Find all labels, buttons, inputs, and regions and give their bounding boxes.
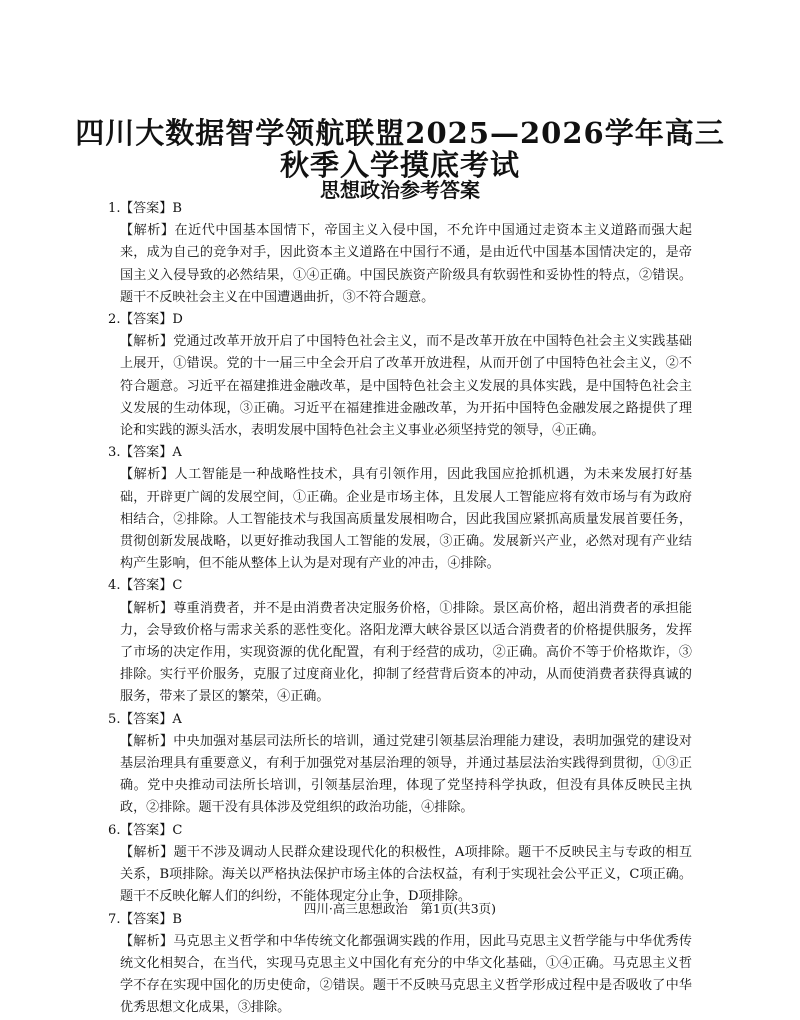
answer-line [108, 820, 692, 842]
question-6 [108, 820, 692, 909]
analysis-text: 【解析】题干不涉及调动人民群众建设现代化的积极性，A项排除。题干不反映民主与专政的相互关系，B项排除。海关以严格执法保护市场主体的合法权益，有利于实现社会公平正义，C项正确。题干不反映化解人们的纠纷，不能体现定分止争，D项排除。 [120, 844, 692, 905]
question-4 [108, 575, 692, 708]
analysis-text: 【解析】党通过改革开放开启了中国特色社会主义，而不是改革开放在中国特色社会主义实践基础上展开，①错误。党的十一届三中全会开启了改革开放进程，从而开创了中国特色社会主义，②不符合题意。习近平在福建推进金融改革，是中国特色社会主义发展的具体实践，是中国特色社会主义发展的生动体现，③正确。习近平在福建推进金融改革，为开拓中国特色金融发展之路提供了理论和实践的源头活水，表明发展中国特色社会主义事业必须坚持党的领导，④正确。 [120, 334, 692, 439]
page-footer: 四川·高三思想政治 第1页(共3页) [303, 901, 497, 916]
question-number: 6. [108, 822, 121, 838]
question-1 [108, 198, 692, 309]
answer-line [108, 198, 692, 220]
answer-line [108, 709, 692, 731]
question-2 [108, 309, 692, 442]
question-number: 4. [108, 578, 121, 594]
exam-title-line1: 四川大数据智学领航联盟2025—2026学年高三 [75, 116, 725, 150]
analysis-text: 【解析】人工智能是一种战略性技术，具有引领作用，因此我国应抢抓机遇，为未来发展打好基础，开辟更广阔的发展空间，①正确。企业是市场主体，且发展人工智能应将有效市场与有为政府相结合，②排除。人工智能技术与我国高质量发展相吻合，因此我国应紧抓高质量发展首要任务，贯彻创新发展战略，以更好推动我国人工智能的发展，③正确。发展新兴产业，必然对现有产业结构产生影响，但不能从整体上认为是对现有产业的冲击，④排除。 [120, 467, 692, 572]
answer-list [108, 198, 692, 1020]
answer-text: 【答案】A [120, 445, 182, 461]
analysis-text: 【解析】尊重消费者，并不是由消费者决定服务价格，①排除。景区高价格，超出消费者的承担能力，会导致价格与需求关系的恶性变化。洛阳龙潭大峡谷景区以适合消费者的价格提供服务，发挥了市场的决定作用，实现资源的优化配置，有利于经营的成功，②正确。高价不等于价格欺诈，③排除。实行平价服务，克服了过度商业化，抑制了经营背后资本的冲动，从而使消费者获得真诚的服务，带来了景区的繁荣，④正确。 [120, 600, 692, 705]
question-3 [108, 442, 692, 575]
question-5 [108, 709, 692, 820]
question-number: 7. [108, 911, 121, 927]
answer-text: 【答案】D [120, 312, 183, 328]
question-number: 5. [108, 711, 121, 727]
document-subtitle: 思想政治参考答案 [320, 178, 480, 202]
question-number: 3. [108, 445, 121, 461]
answer-line [108, 309, 692, 331]
answer-text: 【答案】C [120, 578, 183, 594]
answer-text: 【答案】B [120, 911, 182, 927]
answer-text: 【答案】B [120, 201, 182, 216]
analysis-text: 【解析】马克思主义哲学和中华传统文化都强调实践的作用，因此马克思主义哲学能与中华优秀传统文化相契合，在当代，实现马克思主义中国化有充分的中华文化基础，①④正确。马克思主义哲学不存在实现中国化的历史使命，②错误。题干不反映马克思主义哲学形成过程中是否吸收了中华优秀思想文化成果，③排除。 [120, 933, 692, 1016]
answer-line [108, 575, 692, 597]
answer-text: 【答案】C [120, 822, 183, 838]
answer-text: 【答案】A [120, 711, 182, 727]
answer-line [108, 442, 692, 464]
question-number: 2. [108, 312, 121, 328]
question-7 [108, 909, 692, 1020]
question-number: 1. [108, 201, 121, 216]
exam-title-line2: 秋季入学摸底考试 [279, 148, 520, 182]
analysis-text: 【解析】在近代中国基本国情下，帝国主义入侵中国，不允许中国通过走资本主义道路而强大起来，成为自己的竞争对手，因此资本主义道路在中国行不通，是由近代中国基本国情决定的，是帝国主义入侵导致的必然结果，①④正确。中国民族资产阶级具有软弱性和妥协性的特点，②错误。题干不反映社会主义在中国遭遇曲折，③不符合题意。 [120, 223, 692, 305]
analysis-text: 【解析】中央加强对基层司法所长的培训，通过党建引领基层治理能力建设，表明加强党的建设对基层治理具有重要意义，有利于加强党对基层治理的领导，并通过基层法治实践得到贯彻，①③正确。党中央推动司法所长培训，引领基层治理，体现了党坚持科学执政，但没有具体反映民主执政，②排除。题干没有具体涉及党组织的政治功能，④排除。 [120, 733, 692, 816]
